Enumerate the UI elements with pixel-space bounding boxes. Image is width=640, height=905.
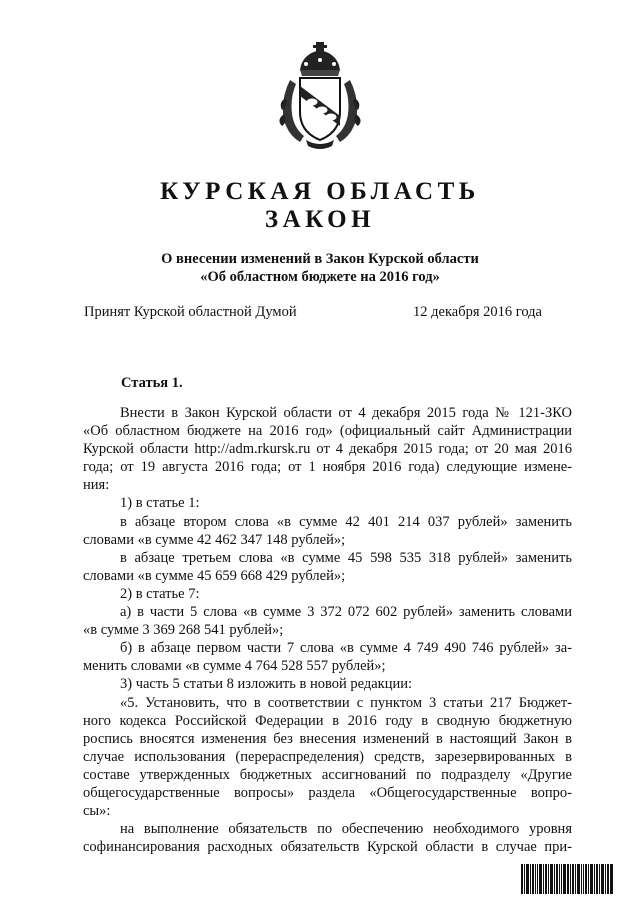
adoption-date: 12 декабря 2016 года — [413, 304, 542, 320]
body-line: 3) часть 5 статьи 8 изложить в новой редакции: — [120, 676, 413, 693]
article-heading: Статья 1. — [121, 375, 183, 391]
body-line: общегосударственные вопросы» раздела «Общегосударственные вопро- — [83, 784, 572, 801]
body-line: в абзаце втором слова «в сумме 42 401 214 037 рублей» заменить — [120, 513, 572, 530]
region-title: КУРСКАЯ ОБЛАСТЬ — [160, 178, 480, 205]
document-type-title: ЗАКОН — [264, 206, 376, 233]
body-line: «5. Установить, что в соответствии с пунктом 3 статьи 217 Бюджет- — [120, 694, 572, 711]
body-line: Внести в Закон Курской области от 4 декабря 2015 года № 121-ЗКО — [120, 405, 572, 421]
adopted-by-text: Принят Курской областной Думой — [84, 304, 297, 320]
body-line: словами «в сумме 45 659 668 429 рублей»; — [83, 567, 346, 584]
body-line: ния: — [83, 477, 110, 494]
body-line: сы»: — [83, 803, 111, 820]
body-line: а) в части 5 слова «в сумме 3 372 072 602 рублей» заменить словами — [120, 604, 572, 621]
body-line: софинансирования расходных обязательств Курской области в случае при- — [83, 839, 572, 856]
body-line: ного кодекса Российской Федерации в 2016 году в сводную бюджетную — [83, 712, 572, 729]
body-line: составе утвержденных бюджетных ассигнований по подразделу «Другие — [83, 766, 572, 783]
body-line: случае использования (перераспределения) средств, зарезервированных в — [83, 748, 572, 765]
body-line: роспись вносятся изменения без внесения изменений в настоящий Закон в — [83, 730, 572, 747]
body-line: б) в абзаце первом части 7 слова «в сумме 4 749 490 746 рублей» за- — [120, 640, 572, 657]
body-line: в абзаце третьем слова «в сумме 45 598 535 318 рублей» заменить — [120, 549, 572, 566]
body-line: Курской области http://adm.rkursk.ru от 4 декабря 2015 года; от 20 мая 2016 — [83, 441, 572, 458]
law-subtitle-line-2: «Об областном бюджете на 2016 год» — [200, 269, 440, 285]
body-line: словами «в сумме 42 462 347 148 рублей»; — [83, 531, 346, 548]
article-body — [83, 404, 572, 856]
body-line: 1) в статье 1: — [120, 495, 200, 512]
coat-of-arms-emblem — [270, 40, 370, 152]
body-line: «Об областном бюджете на 2016 год» (официальный сайт Администрации — [83, 423, 572, 440]
body-line: «в сумме 3 369 268 541 рублей»; — [83, 622, 284, 639]
body-line: 2) в статье 7: — [120, 585, 200, 602]
barcode-image — [521, 864, 613, 894]
body-line: года; от 19 августа 2016 года; от 1 ноября 2016 года) следующие измене- — [83, 459, 572, 476]
body-line: менить словами «в сумме 4 764 528 557 рублей»; — [83, 658, 386, 675]
body-line: на выполнение обязательств по обеспечению необходимого уровня — [120, 821, 572, 838]
law-subtitle-line-1: О внесении изменений в Закон Курской области — [161, 251, 479, 267]
